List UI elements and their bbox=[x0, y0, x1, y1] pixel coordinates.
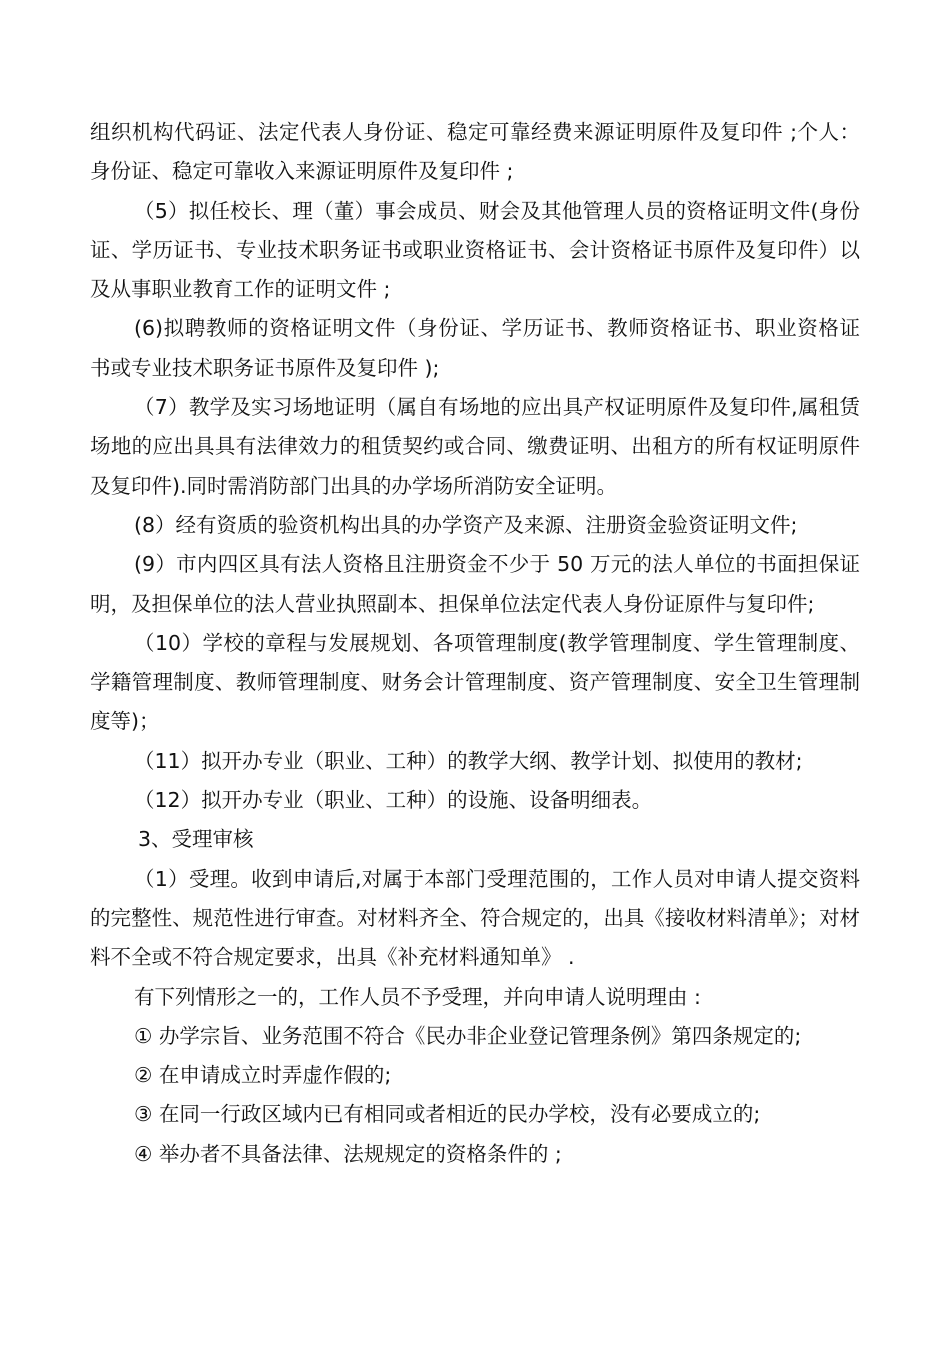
section-heading: 3、受理审核 bbox=[138, 827, 254, 852]
paragraph-acceptance: （1）受理。收到申请后,对属于本部门受理范围的，工作人员对申请人提交资料的完整性、规范性进行审查。对材料齐全、符合规定的，出具《接收材料清单》；对材料不全或不符合规定要求，出具《补充材料通知单》 . bbox=[90, 866, 860, 970]
rejection-item-4: ④ 举办者不具备法律、法规规定的资格条件的 ; bbox=[134, 1141, 562, 1166]
paragraph-item-11: （11）拟开办专业（职业、工种）的教学大纲、教学计划、拟使用的教材; bbox=[134, 748, 803, 773]
rejection-item-1: ① 办学宗旨、业务范围不符合《民办非企业登记管理条例》第四条规定的; bbox=[134, 1023, 802, 1048]
paragraph-item-7: （7）教学及实习场地证明（属自有场地的应出具产权证明原件及复印件,属租赁场地的应出具具有法律效力的租赁契约或合同、缴费证明、出租方的所有权证明原件及复印件).同时需消防部门出具的办学场所消防安全证明。 bbox=[90, 395, 860, 498]
paragraph-item-9: (9）市内四区具有法人资格且注册资金不少于 50 万元的法人单位的书面担保证明，及担保单位的法人营业执照副本、担保单位法定代表人身份证原件与复印件; bbox=[90, 552, 860, 616]
paragraph-item-12: （12）拟开办专业（职业、工种）的设施、设备明细表。 bbox=[134, 788, 653, 813]
rejection-item-3: ③ 在同一行政区域内已有相同或者相近的民办学校，没有必要成立的; bbox=[134, 1102, 761, 1127]
paragraph-rejection-intro: 有下列情形之一的，工作人员不予受理，并向申请人说明理由 : bbox=[134, 984, 701, 1009]
paragraph-item-10: （10）学校的章程与发展规划、各项管理制度(教学管理制度、学生管理制度、学籍管理制度、教师管理制度、财务会计管理制度、资产管理制度、安全卫生管理制度等)； bbox=[90, 630, 860, 734]
paragraph-item-8: (8）经有资质的验资机构出具的办学资产及来源、注册资金验资证明文件; bbox=[134, 512, 798, 537]
rejection-item-2: ② 在申请成立时弄虚作假的; bbox=[134, 1063, 392, 1088]
paragraph-item-5: （5）拟任校长、理（董）事会成员、财会及其他管理人员的资格证明文件(身份证、学历证书、专业技术职务证书或职业资格证书、会计资格证书原件及复印件）以及从事职业教育工作的证明文件 ; bbox=[90, 198, 860, 302]
paragraph-continuation: 组织机构代码证、法定代表人身份证、稳定可靠经费来源证明原件及复印件 ;个人：身份证、稳定可靠收入来源证明原件及复印件 ; bbox=[90, 120, 860, 184]
document-body bbox=[90, 113, 860, 1174]
paragraph-item-6: (6)拟聘教师的资格证明文件（身份证、学历证书、教师资格证书、职业资格证书或专业技术职务证书原件及复印件 ); bbox=[90, 316, 860, 380]
